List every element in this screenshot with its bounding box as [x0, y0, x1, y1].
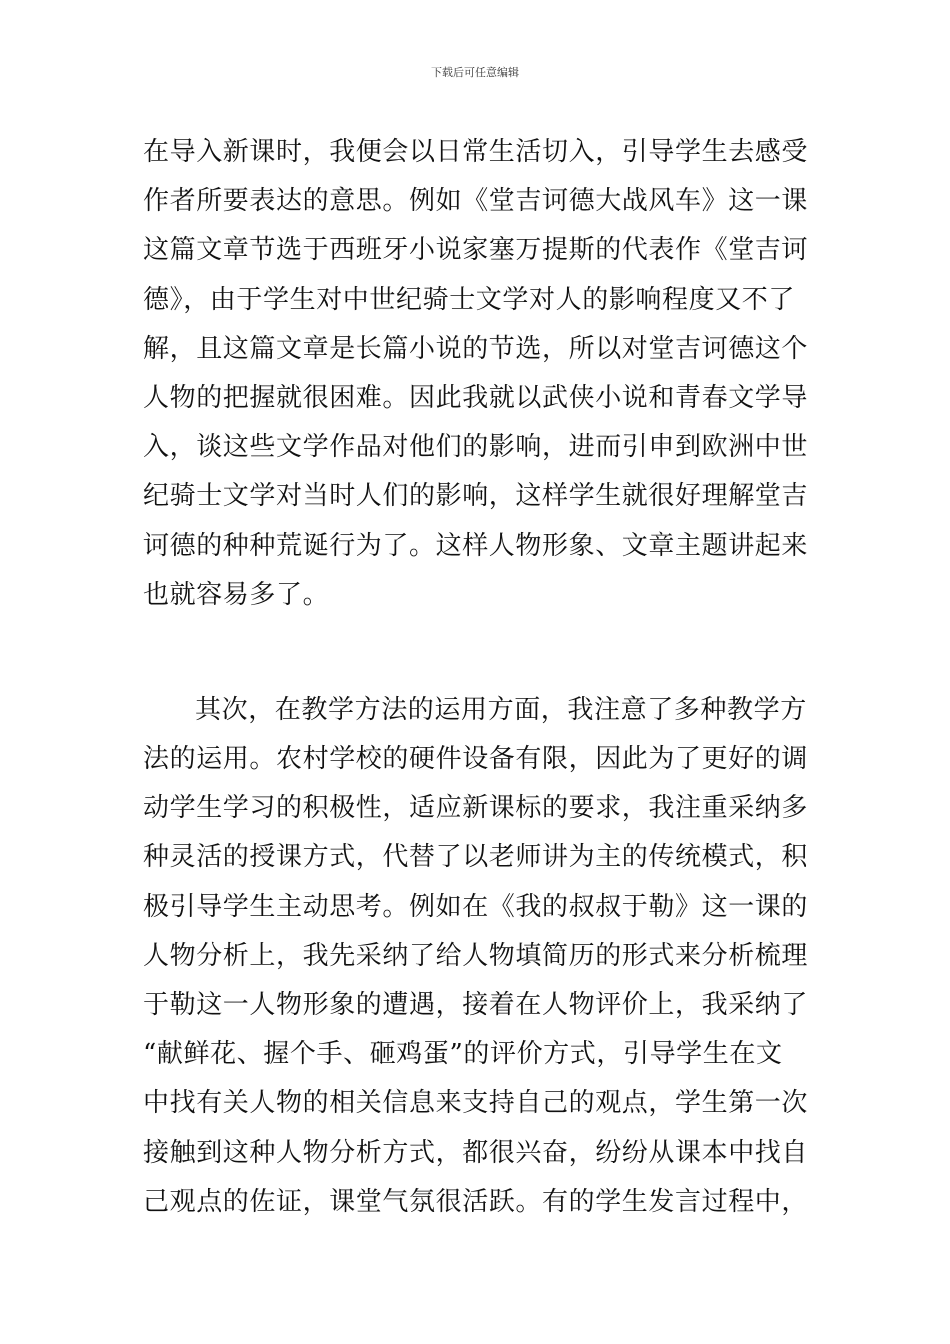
paragraph-spacer [143, 620, 809, 686]
text-line: 其次，在教学方法的运用方面，我注意了多种教学方 [195, 694, 807, 725]
text-line: 诃德的种种荒诞行为了。这样人物形象、文章主题讲起来 [143, 530, 809, 561]
page-header: 下载后可任意编辑 [431, 66, 519, 79]
text-line: 纪骑士文学对当时人们的影响，这样学生就很好理解堂吉 [143, 481, 809, 512]
text-line: 动学生学习的积极性，适应新课标的要求，我注重采纳多 [143, 793, 809, 824]
text-line: 人物的把握就很困难。因此我就以武侠小说和青春文学导 [143, 382, 809, 413]
text-line: 解，且这篇文章是长篇小说的节选，所以对堂吉诃德这个 [143, 333, 809, 364]
text-line: 入，谈这些文学作品对他们的影响，进而引申到欧洲中世 [143, 432, 809, 463]
text-line: 法的运用。农村学校的硬件设备有限，因此为了更好的调 [143, 744, 809, 775]
paragraph-1 [143, 128, 809, 620]
text-line: 种灵活的授课方式，代替了以老师讲为主的传统模式，积 [143, 842, 809, 873]
text-line: 于勒这一人物形象的遭遇，接着在人物评价上，我采纳了 [143, 990, 809, 1020]
text-line: 人物分析上，我先采纳了给人物填简历的形式来分析梳理 [143, 940, 809, 971]
paragraph-2 [143, 686, 809, 1227]
text-line: 德》，由于学生对中世纪骑士文学对人的影响程度又不了 [143, 284, 796, 315]
text-line: 接触到这种人物分析方式，都很兴奋，纷纷从课本中找自 [143, 1137, 809, 1168]
text-line: 在导入新课时，我便会以日常生活切入，引导学生去感受 [143, 137, 809, 167]
document-body [143, 128, 809, 1227]
text-line: 极引导学生主动思考。例如在《我的叔叔于勒》这一课的 [143, 891, 809, 922]
text-line: “献鲜花、握个手、砸鸡蛋”的评价方式，引导学生在文 [143, 1039, 783, 1070]
text-line: 己观点的佐证，课堂气氛很活跃。有的学生发言过程中， [143, 1186, 809, 1217]
text-line: 这篇文章节选于西班牙小说家塞万提斯的代表作《堂吉诃 [143, 235, 809, 266]
text-line: 作者所要表达的意思。例如《堂吉诃德大战风车》这一课 [143, 186, 809, 217]
text-line: 中找有关人物的相关信息来支持自己的观点，学生第一次 [143, 1088, 809, 1119]
text-line: 也就容易多了。 [143, 579, 330, 610]
